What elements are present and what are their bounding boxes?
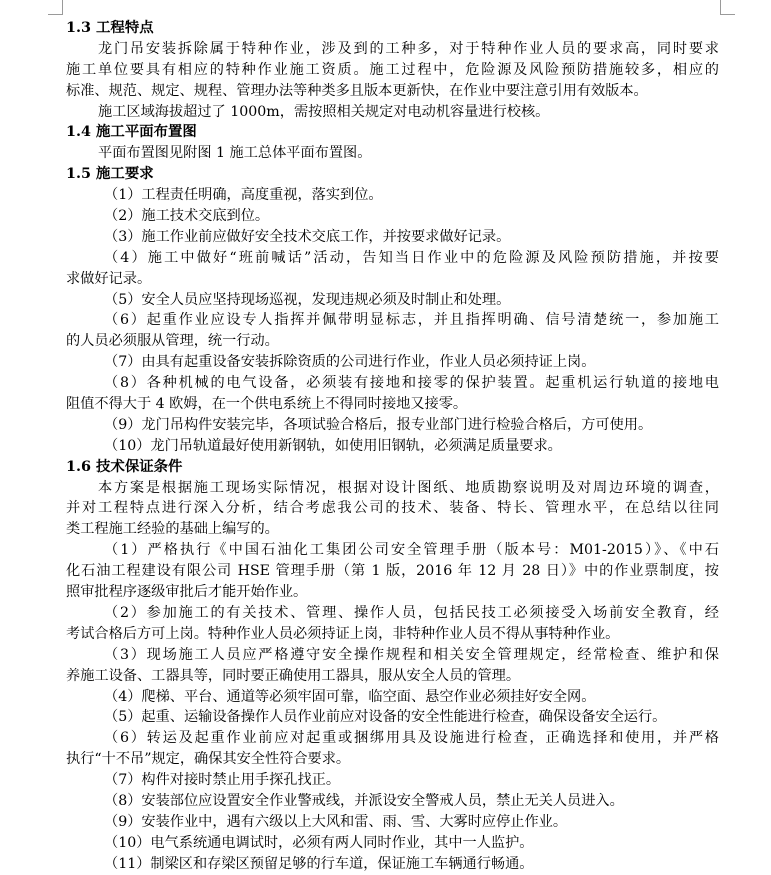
paragraph-line: （9）龙门吊构件安装完毕，各项试验合格后，报专业部门进行检验合格后，方可使用。 [104, 416, 653, 433]
paragraph-line: （6）转运及起重作业前应对起重或捆绑用具及设施进行检查，正确选择和使用，并严格 [104, 730, 719, 747]
paragraph-line: （6）起重作业应设专人指挥并佩带明显标志，并且指挥明确、信号清楚统一，参加施工 [104, 312, 719, 329]
paragraph-line: （7）由具有起重设备安装拆除资质的公司进行作业，作业人员必须持证上岗。 [104, 354, 596, 371]
paragraph-line: 阻值不得大于 4 欧姆，在一个供电系统上不得同时接地又接零。 [66, 396, 468, 413]
paragraph-line: 施工区域海拔超过了 1000m，需按照相关规定对电动机容量进行校核。 [98, 103, 550, 120]
section-heading: 1.5 施工要求 [66, 165, 154, 183]
paragraph-line: （5）起重、运输设备操作人员作业前应对设备的安全性能进行检查，确保设备安全运行。 [104, 709, 667, 726]
paragraph-line: （4）爬梯、平台、通道等必须牢固可靠，临空面、悬空作业必须挂好安全网。 [104, 688, 596, 705]
paragraph-line: 求做好记录。 [66, 270, 152, 287]
paragraph-line: （8）安装部位应设置安全作业警戒线，并派设安全警戒人员，禁止无关人员进入。 [104, 792, 624, 809]
paragraph-line: 照审批程序逐级审批后才能开始作业。 [66, 584, 308, 601]
paragraph-line: （1）严格执行《中国石油化工集团公司安全管理手册（版本号：M01-2015）》、《中石 [104, 542, 719, 559]
paragraph-line: 的人员必须服从管理，统一行动。 [66, 333, 279, 350]
paragraph-line: 龙门吊安装拆除属于特种作业，涉及到的工种多，对于特种作业人员的要求高，同时要求 [98, 40, 719, 57]
section-heading: 1.6 技术保证条件 [66, 457, 183, 475]
paragraph-line: 执行“十不吊”规定，确保其安全性符合要求。 [66, 751, 351, 768]
paragraph-line: 并对工程特点进行深入分析，结合考虑我公司的技术、装备、特长、管理水平，在总结以往同 [66, 500, 719, 517]
page-margin-corner-right [720, 0, 735, 15]
paragraph-line: （4）施工中做好“班前喊话”活动，告知当日作业中的危险源及风险预防措施，并按要 [104, 249, 719, 266]
paragraph-line: 化石油工程建设有限公司 HSE 管理手册（第 1 版，2016 年 12 月 28 日）》中的作业票制度，按 [66, 563, 719, 580]
paragraph-line: （5）安全人员应坚持现场巡视，发现违规必须及时制止和处理。 [104, 291, 511, 308]
paragraph-line: （2）参加施工的有关技术、管理、操作人员，包括民技工必须接受入场前安全教育，经 [104, 604, 719, 621]
page-margin-corner-left [48, 0, 63, 15]
paragraph-line: 标准、规范、规定、规程、管理办法等种类多且版本更新快，在作业中要注意引用有效版本。 [66, 82, 648, 99]
paragraph-line: （3）施工作业前应做好安全技术交底工作，并按要求做好记录。 [104, 228, 511, 245]
paragraph-line: 类工程施工经验的基础上编写的。 [66, 521, 279, 538]
section-heading: 1.3 工程特点 [66, 19, 154, 36]
paragraph-line: （9）安装作业中，遇有六级以上大风和雷、雨、雪、大雾时应停止作业。 [104, 813, 568, 830]
section-heading: 1.4 施工平面布置图 [66, 123, 197, 141]
paragraph-line: （10）龙门吊轨道最好使用新钢轨，如使用旧钢轨，必须满足质量要求。 [104, 437, 562, 454]
paragraph-line: 养施工设备、工器具等，同时要正确使用工器具，服从安全人员的管理。 [66, 667, 521, 684]
paragraph-line: 考试合格后方可上岗。特种作业人员必须持证上岗，非特种作业人员不得从事特种作业。 [66, 625, 620, 642]
paragraph-line: （7）构件对接时禁止用手探孔找正。 [104, 772, 341, 789]
paragraph-line: 本方案是根据施工现场实际情况，根据对设计图纸、地质勘察说明及对周边环境的调查， [98, 479, 719, 496]
paragraph-line: （10）电气系统通电调试时，必须有两人同时作业，其中一人监护。 [104, 834, 534, 851]
document-body [66, 18, 719, 875]
paragraph-line: （2）施工技术交底到位。 [104, 208, 270, 225]
paragraph-line: 施工单位要具有相应的特种作业施工资质。施工过程中，危险源及风险预防措施较多，相应的 [66, 61, 719, 78]
paragraph-line: （11）制梁区和存梁区预留足够的行车道，保证施工车辆通行畅通。 [104, 855, 534, 872]
paragraph-line: 平面布置图见附图 1 施工总体平面布置图。 [98, 145, 372, 162]
paragraph-line: （3）现场施工人员应严格遵守安全操作规程和相关安全管理规定，经常检查、维护和保 [104, 646, 719, 663]
paragraph-line: （1）工程责任明确，高度重视，落实到位。 [104, 187, 383, 204]
paragraph-line: （8）各种机械的电气设备，必须装有接地和接零的保护装置。起重机运行轨道的接地电 [104, 375, 719, 392]
